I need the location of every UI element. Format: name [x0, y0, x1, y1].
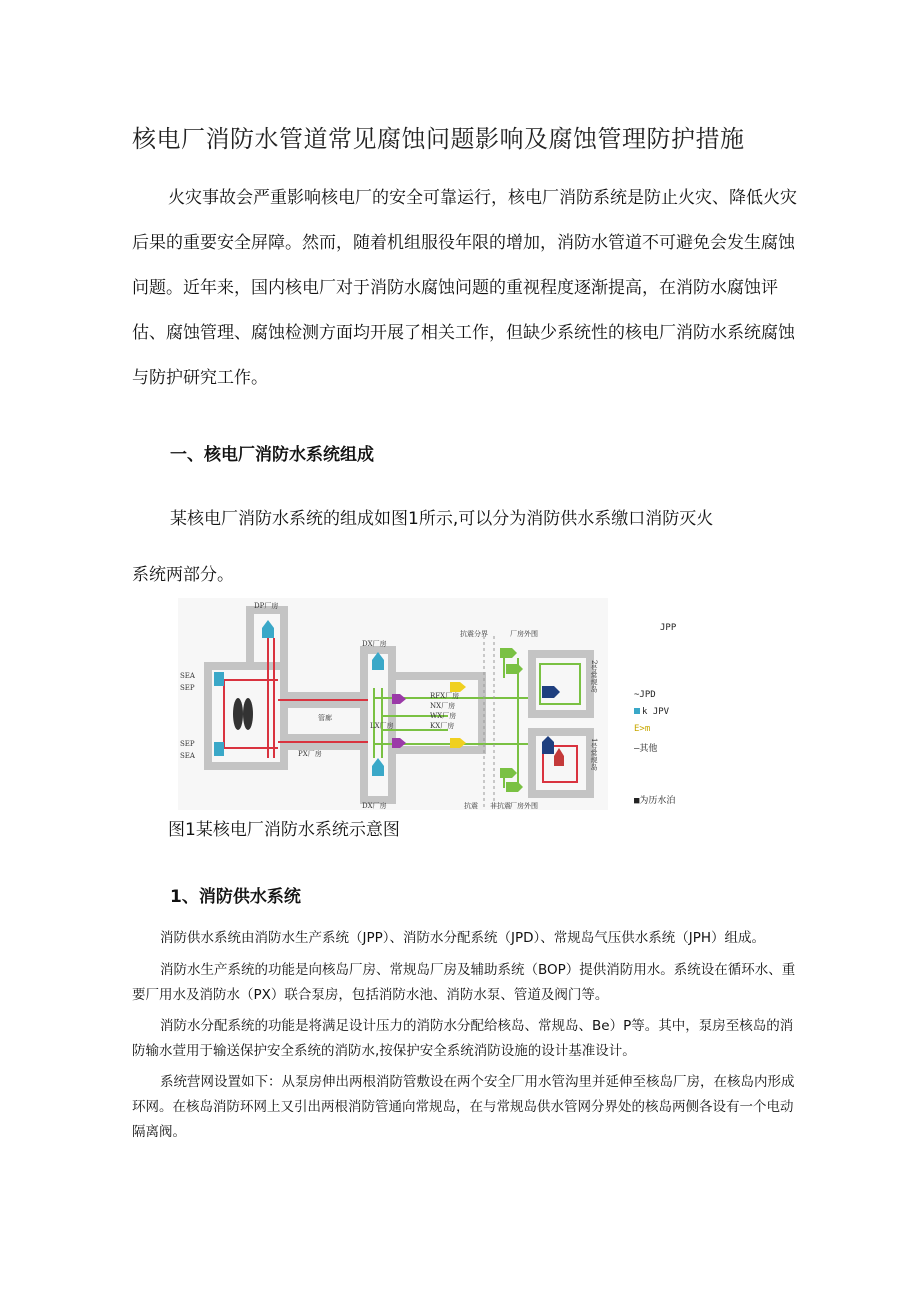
legend-em: E>m: [634, 724, 651, 734]
paragraph-1-text: 消防供水系统由消防水生产系统（JPP）、消防水分配系统（JPD）、常规岛气压供水系统（JPH）组成。: [160, 930, 766, 946]
legend-jpv: [634, 707, 669, 717]
label-dx-bottom: DX厂房: [362, 802, 387, 810]
label-sea2: SEA: [180, 752, 195, 760]
label-changfang-bottom: 厂房外围: [510, 802, 538, 810]
figure-caption: 图1某核电厂消防水系统示意图: [168, 820, 400, 840]
paragraph-1: [132, 926, 804, 951]
intro-paragraph: [132, 176, 804, 401]
fire-water-system-diagram: [178, 598, 608, 810]
label-kangzhen: 抗震: [464, 802, 478, 810]
paragraph-3-text: 消防水分配系统的功能是将满足设计压力的消防水分配给核岛、常规岛、Be）P等。其中，泵房至核岛的消防输水萱用于输送保护安全系统的消防水,按保护安全系统消防设施的设计基准设计。: [132, 1018, 794, 1059]
label-kangzhen-boundary: 抗震分界: [460, 630, 488, 638]
label-sep2: SEP: [180, 740, 195, 748]
paragraph-3: [132, 1014, 804, 1064]
label-dx-top: DX厂房: [362, 640, 387, 648]
paragraph-2: [132, 958, 804, 1008]
label-sea1: SEA: [180, 672, 195, 680]
label-nx: NX厂房: [430, 702, 456, 710]
label-sep1: SEP: [180, 684, 195, 692]
label-changfang-top: 厂房外围: [510, 630, 538, 638]
section-text-line2: 系统两部分。: [132, 565, 234, 585]
label-rfx: RFX厂房: [430, 692, 460, 700]
label-px: PX厂房: [298, 750, 322, 758]
label-fei-kangzhen: 非抗震: [490, 802, 511, 810]
legend-jpp: JPP: [660, 623, 677, 633]
legend-tank: ■为历水泊: [634, 796, 676, 806]
label-guanlang: 管廊: [318, 714, 332, 722]
legend-other: —其他: [634, 744, 658, 754]
paragraph-4-text: 系统营网设置如下：从泵房伸出两根消防管敷设在两个安全厂用水管沟里并延伸至核岛厂房，在核岛内形成环网。在核岛消防环网上又引出两根消防管通向常规岛，在与常规岛供水管网分界处的核岛两侧各设有一个电动隔离阀。: [132, 1074, 795, 1140]
paragraph-2-text: 消防水生产系统的功能是向核岛厂房、常规岛厂房及辅助系统（BOP）提供消防用水。系统设在循环水、重要厂用水及消防水（PX）联合泵房，包括消防水池、消防水泵、管道及阀门等。: [132, 962, 796, 1003]
legend-jpd: ~JPD: [634, 690, 656, 700]
legend-jpv-swatch: [634, 708, 640, 714]
label-unit2: 2号常规岛: [590, 660, 598, 693]
label-kx: KX厂房: [430, 722, 455, 730]
paragraph-4: [132, 1070, 804, 1145]
label-lx: LX厂房: [370, 722, 394, 730]
section-text-line1: 某核电厂消防水系统的组成如图1所示,可以分为消防供水系缴口消防灭火: [170, 509, 714, 529]
label-wx: WX厂房: [430, 712, 457, 720]
legend-jpv-text: k JPV: [642, 707, 670, 717]
label-unit1: 1号常规岛: [590, 738, 598, 771]
label-dp: DP厂房: [254, 602, 279, 610]
intro-text: 火灾事故会严重影响核电厂的安全可靠运行，核电厂消防系统是防止火灾、降低火灾后果的重要安全屏障。然而，随着机组服役年限的增加，消防水管道不可避免会发生腐蚀问题。近年来，国内核电厂对于消防水腐蚀问题的重视程度逐渐提高，在消防水腐蚀评估、腐蚀管理、腐蚀检测方面均开展了相关工作，但缺少系统性的核电厂消防水系统腐蚀与防护研究工作。: [132, 188, 797, 388]
section-heading: 一、核电厂消防水系统组成: [170, 445, 374, 465]
subsection-heading: 1、消防供水系统: [170, 887, 301, 907]
page-title: 核电厂消防水管道常见腐蚀问题影响及腐蚀管理防护措施: [132, 125, 745, 153]
